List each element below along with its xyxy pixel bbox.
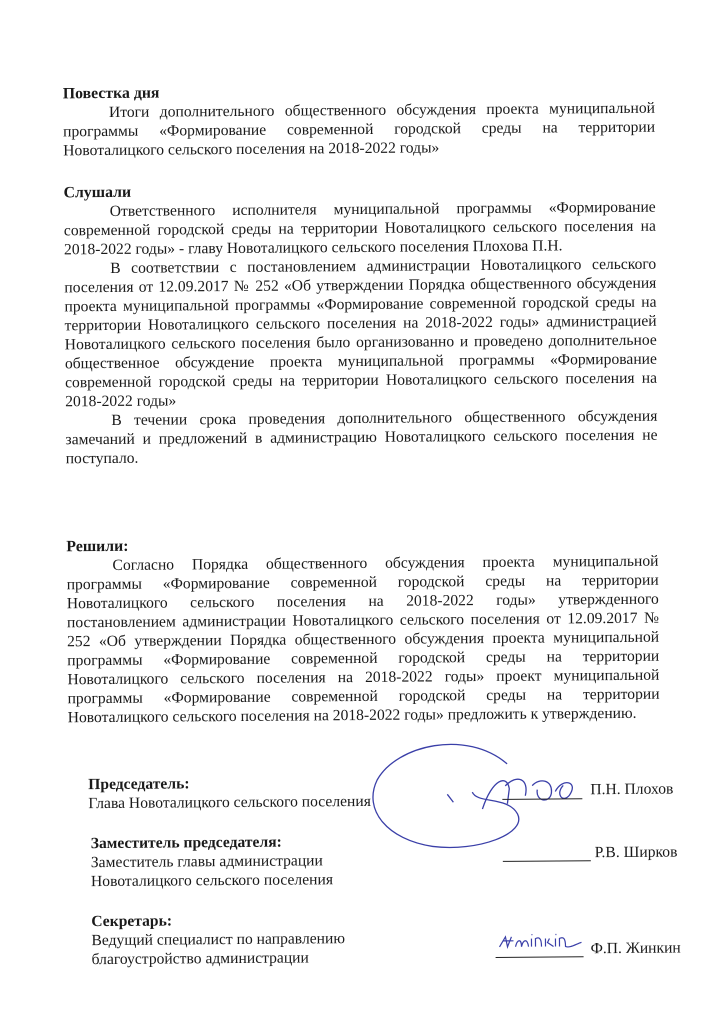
heard-section — [64, 179, 658, 469]
heard-heading: Слушали — [63, 183, 132, 202]
secretary-position-line-2: благоустройство администрации — [91, 949, 309, 969]
secretary-block — [91, 910, 471, 969]
secretary-title: Секретарь: — [91, 912, 173, 931]
chairman-title: Председатель: — [88, 775, 190, 794]
secretary-position-line-1: Ведущий специалист по направлению — [91, 930, 346, 950]
agenda-section — [63, 80, 656, 161]
deputy-block — [91, 832, 471, 891]
agenda-heading: Повестка дня — [62, 84, 160, 103]
secretary-name: Ф.П. Жинкин — [590, 939, 681, 958]
heard-paragraph-1: Ответственного исполнителя муниципальной программы «Формирование современной городской среды на территории Новоталицкого сельского поселения на 2018-2022 годы» - главу Новоталицкого сельского поселения Плохова П.Н. — [63, 198, 656, 259]
secretary-signature — [495, 928, 585, 959]
deputy-name: Р.В. Ширков — [594, 843, 678, 862]
chairman-position: Глава Новоталицкого сельского поселения — [88, 792, 371, 813]
deputy-position-line-1: Заместитель главы администрации — [90, 852, 323, 872]
heard-paragraph-3: В течении срока проведения дополнительного общественного обсуждения замечаний и предложений в администрацию Новоталицкого сельского поселения не поступало. — [65, 407, 658, 468]
deputy-position-line-2: Новоталицкого сельского поселения — [90, 871, 334, 891]
decided-heading: Решили: — [66, 537, 129, 556]
decided-text: Согласно Порядка общественного обсуждения проекта муниципальной программы «Формирование современной городской среды на территории Новоталицкого сельского поселения на 2018-2022 годы» утвержденного постановлением администрации Новоталицкого сельского поселения от 12.09.2017 № 252 «Об утверждении Порядка общественного обсуждения проекта муниципальной программы «Формирование современной городской среды на территории Новоталицкого сельского поселения на 2018-2022 годы» проект муниципальной программы «Формирование современной городской среды на территории Новоталицкого сельского поселения на 2018-2022 годы» предложить к утверждению. — [66, 552, 660, 727]
deputy-signature-line — [503, 860, 591, 862]
agenda-text: Итоги дополнительного общественного обсуждения проекта муниципальной программы «Формирование современной городской среды на территории Новоталицкого сельского поселения на 2018-2022 годы» — [63, 99, 656, 160]
chairman-name: П.Н. Плохов — [590, 780, 674, 799]
decided-section — [66, 533, 659, 728]
heard-paragraph-2: В соответствии с постановлением администрации Новоталицкого сельского поселения от 12.09.2017 № 252 «Об утверждении Порядка общественного обсуждения проекта муниципальной программы «Формирование современной городской среды на территории Новоталицкого сельского поселения на 2018-2022 годы» администрацией Новоталицкого сельского поселения было организованно и проведено дополнительное общественное обсуждение проекта муниципальной программы «Формирование современной городской среды на территории Новоталицкого сельского поселения на 2018-2022 годы» — [64, 255, 658, 411]
deputy-title: Заместитель председателя: — [90, 833, 282, 853]
